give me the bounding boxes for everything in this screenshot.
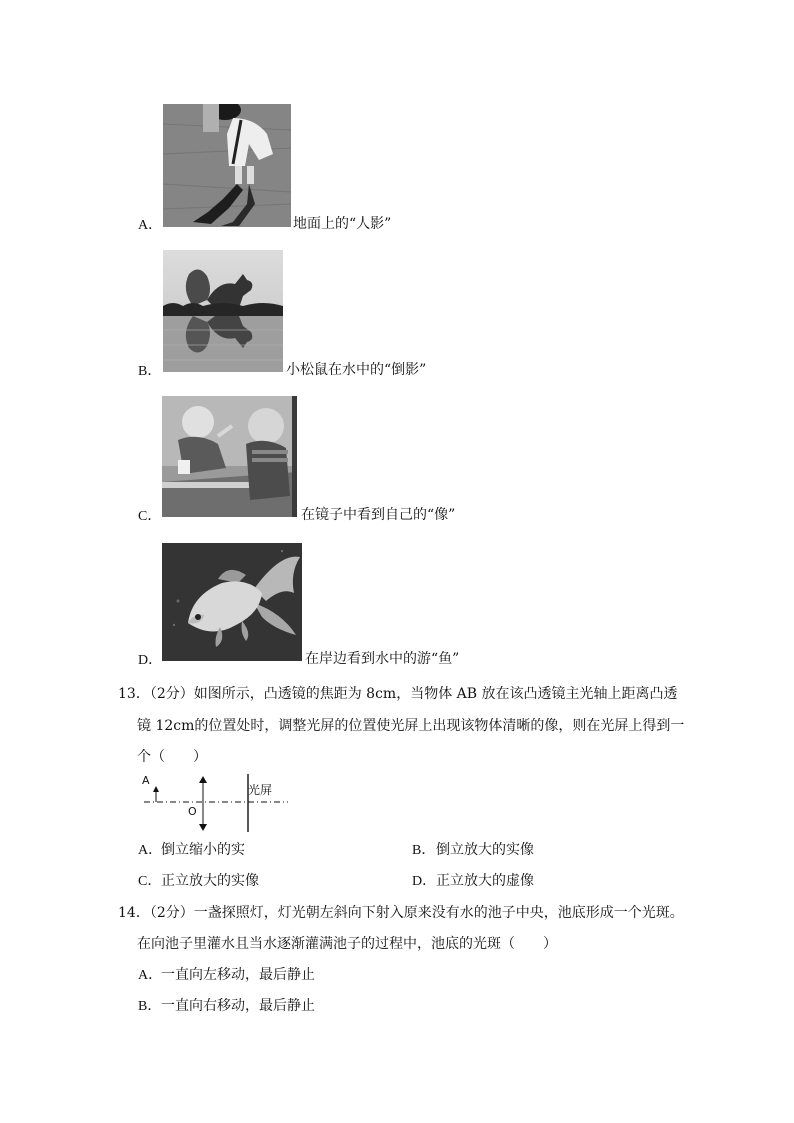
question-13-line-3: 个（ ） <box>137 749 207 765</box>
question-14-line-1: 14．（2分）一盏探照灯，灯光朝左斜向下射入原来没有水的池子中央，池底形成一个光斑。 <box>118 905 684 921</box>
option-a-caption: 地面上的“人影” <box>293 216 392 232</box>
option-c-letter: C． <box>138 509 162 524</box>
option-b-letter: B． <box>138 364 162 379</box>
label-a: A <box>142 774 150 787</box>
q14-option-b-letter: B． <box>138 999 162 1014</box>
label-o: O <box>188 805 197 818</box>
q13-option-b-text: 倒立放大的实像 <box>436 842 534 858</box>
q14-option-b-text: 一直向右移动，最后静止 <box>161 998 315 1014</box>
q14-option-a-letter: A． <box>138 968 163 983</box>
question-14-line-2: 在向池子里灌水且当水逐渐灌满池子的过程中，池底的光斑（ ） <box>137 936 557 952</box>
option-d-letter: D． <box>138 653 163 668</box>
squirrel-reflection-photo <box>163 250 283 372</box>
question-13-line-2: 镜 12cm的位置处时，调整光屏的位置使光屏上出现该物体清晰的像，则在光屏上得到一 <box>137 718 685 734</box>
q13-option-c-text: 正立放大的实像 <box>161 873 259 889</box>
child-shadow-photo <box>163 104 291 227</box>
convex-lens-diagram <box>138 772 290 834</box>
label-screen: 光屏 <box>248 783 273 797</box>
q13-option-c-letter: C． <box>138 874 162 889</box>
option-c-caption: 在镜子中看到自己的“像” <box>301 507 456 523</box>
option-a-letter: A． <box>138 218 163 233</box>
q13-option-b-letter: B． <box>412 843 436 858</box>
question-13-line-1: 13．（2分）如图所示，凸透镜的焦距为 8cm，当物体 AB 放在该凸透镜主光轴上距离凸透 <box>118 686 678 702</box>
option-b-caption: 小松鼠在水中的“倒影” <box>286 362 427 378</box>
q13-option-d-text: 正立放大的虚像 <box>436 873 534 889</box>
baby-mirror-photo <box>162 396 297 517</box>
option-d-caption: 在岸边看到水中的游“鱼” <box>305 651 460 667</box>
q14-option-a-text: 一直向左移动，最后静止 <box>161 967 315 983</box>
goldfish-photo <box>162 543 302 661</box>
q13-option-a-letter: A． <box>138 843 163 858</box>
q13-option-a-text: 倒立缩小的实 <box>161 842 245 858</box>
q13-option-d-letter: D． <box>412 874 437 889</box>
